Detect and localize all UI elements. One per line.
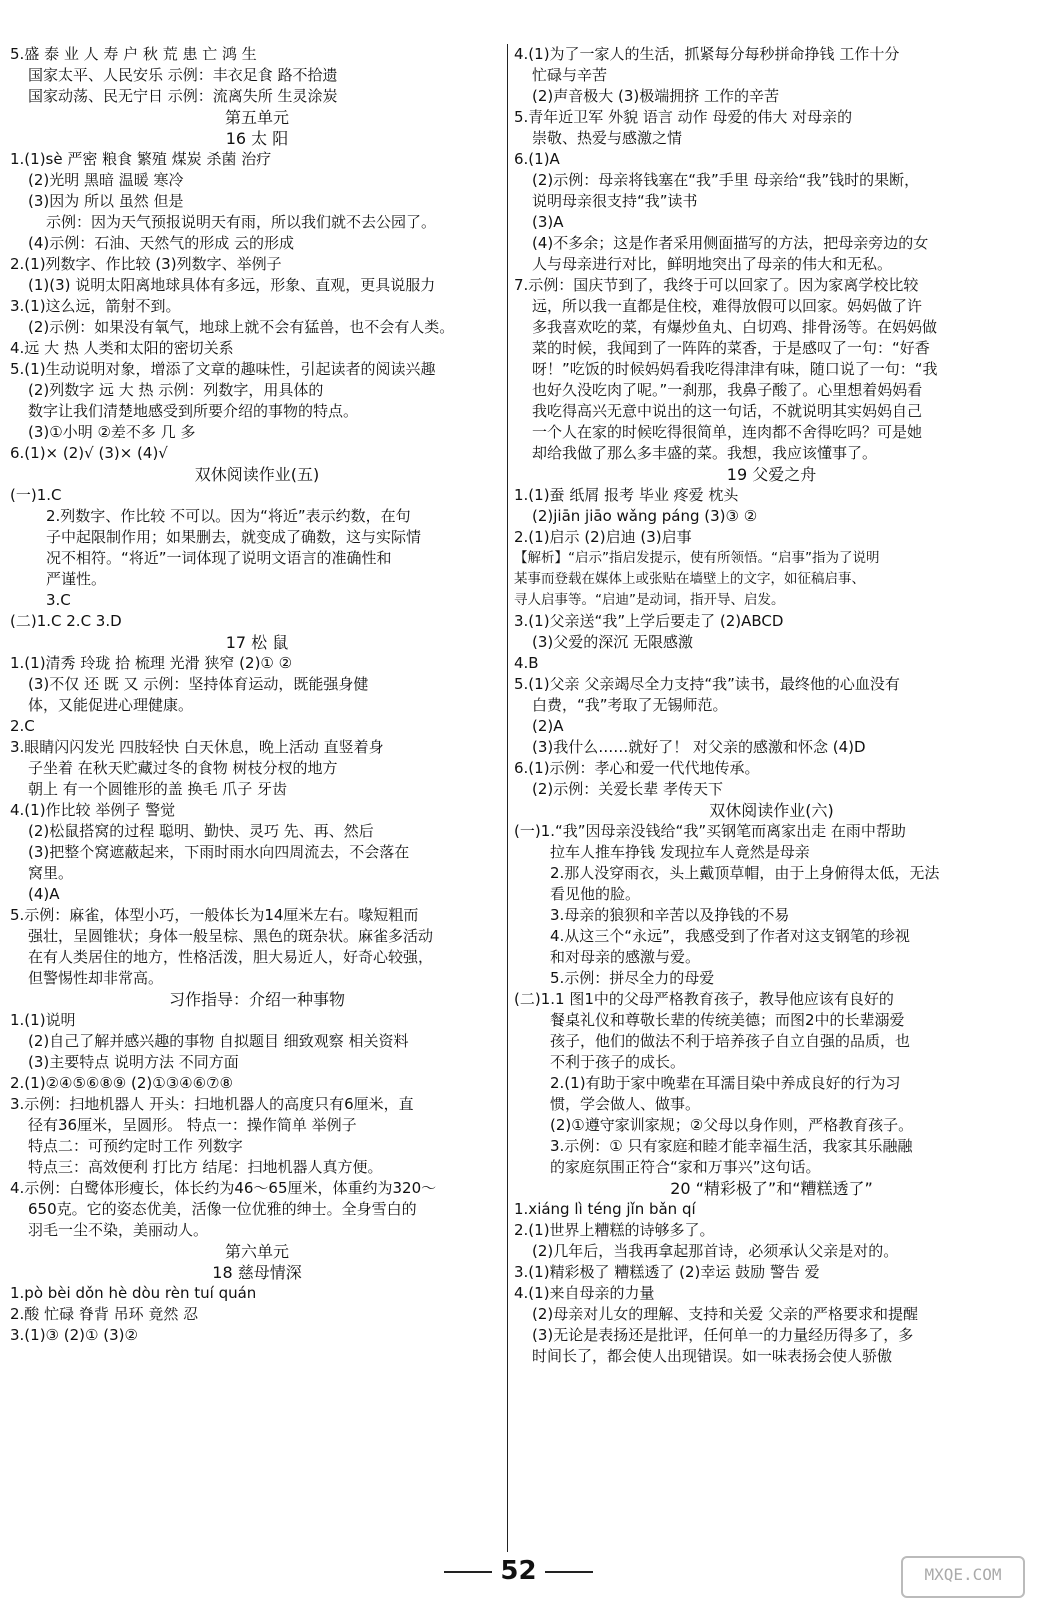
right-line: 4.(1)为了一家人的生活，抓紧每分每秒拼命挣钱 工作十分 [514, 45, 900, 63]
column-divider [507, 44, 508, 1552]
right-line: 19 父爱之舟 [726, 465, 817, 484]
left-line: (3)①小明 ②差不多 几 多 [28, 423, 196, 441]
right-line: (2)几年后，当我再拿起那首诗，必须承认父亲是对的。 [532, 1242, 899, 1260]
left-line: 羽毛一尘不染，美丽动人。 [28, 1221, 209, 1239]
right-line: 6.(1)示例：孝心和爱一代代地传承。 [514, 759, 760, 777]
right-line: (2)A [532, 717, 564, 735]
right-line: (二)1.1 图1中的父母严格教育孩子，教导他应该有良好的 [514, 990, 894, 1008]
left-line: 2.C [10, 717, 35, 735]
right-line: 远，所以我一直都是住校，难得放假可以回家。妈妈做了许 [532, 297, 923, 315]
right-line: 说明母亲很支持“我”读书 [532, 192, 698, 210]
right-line: 5.青年近卫军 外貌 语言 动作 母爱的伟大 对母亲的 [514, 108, 853, 126]
right-line: 时间长了，都会使人出现错误。如一味表扬会使人骄傲 [532, 1347, 893, 1365]
right-line: 崇敬、热爱与感激之情 [532, 129, 683, 147]
left-line: 示例：因为天气预报说明天有雨，所以我们就不去公园了。 [46, 213, 437, 231]
left-line: 朝上 有一个圆锥形的盖 换毛 爪子 牙齿 [28, 780, 288, 798]
page-number-text: 52 [500, 1556, 537, 1586]
left-line: 1.(1)说明 [10, 1011, 76, 1029]
left-line: 5.(1)生动说明对象，增添了文章的趣味性，引起读者的阅读兴趣 [10, 360, 436, 378]
right-line: 也好久没吃肉了呢。”一刹那，我鼻子酸了。心里想着妈妈看 [532, 381, 923, 399]
right-line: 惯，学会做人、做事。 [550, 1095, 701, 1113]
right-line: 和对母亲的感激与爱。 [550, 948, 701, 966]
left-line: 3.示例：扫地机器人 开头：扫地机器人的高度只有6厘米，直 [10, 1095, 414, 1113]
left-line: 第六单元 [224, 1242, 289, 1261]
left-line: 2.(1)列数字、作比较 (3)列数字、举例子 [10, 255, 282, 273]
right-line: 看见他的脸。 [550, 885, 641, 903]
left-line: 16 太 阳 [225, 129, 289, 148]
right-line: (3)父爱的深沉 无限感激 [532, 633, 694, 651]
right-line: 6.(1)A [514, 150, 560, 168]
left-line: 窝里。 [28, 864, 74, 882]
right-line: (4)不多余；这是作者采用侧面描写的方法，把母亲旁边的女 [532, 234, 929, 252]
left-line: (3)不仅 还 既 又 示例：坚持体育运动，既能强身健 [28, 675, 369, 693]
left-column [10, 44, 504, 1346]
left-line: 在有人类居住的地方，性格活泼，胆大易近人，好奇心较强， [28, 948, 434, 966]
right-line: 2.(1)世界上糟糕的诗够多了。 [514, 1221, 715, 1239]
right-line: (2)①遵守家训家规；②父母以身作则，严格教育孩子。 [550, 1116, 914, 1134]
left-line: (二)1.C 2.C 3.D [10, 612, 122, 630]
right-line: 3.(1)精彩极了 糟糕透了 (2)幸运 鼓励 警告 爱 [514, 1263, 820, 1281]
right-line: 不利于孩子的成长。 [550, 1053, 686, 1071]
right-line: 1.(1)蚕 纸屑 报考 毕业 疼爱 枕头 [514, 486, 739, 504]
right-line: 人与母亲进行对比，鲜明地突出了母亲的伟大和无私。 [532, 255, 893, 273]
left-line: 3.C [46, 591, 71, 609]
right-line: 7.示例：国庆节到了，我终于可以回家了。因为家离学校比较 [514, 276, 919, 294]
left-line: 严谨性。 [46, 570, 107, 588]
left-line: 1.(1)清秀 玲珑 拾 梳理 光滑 狭窄 (2)① ② [10, 654, 293, 672]
left-line: (4)A [28, 885, 60, 903]
right-line: 拉车人推车挣钱 发现拉车人竟然是母亲 [550, 843, 810, 861]
left-line: (2)光明 黑暗 温暖 寒冷 [28, 171, 184, 189]
right-line: 寻人启事等。“启迪”是动词，指开导、启发。 [514, 592, 785, 608]
left-line: 650克。它的姿态优美，活像一位优雅的绅士。全身雪白的 [28, 1200, 417, 1218]
right-line: 5.示例：拼尽全力的母爱 [550, 969, 715, 987]
right-line: (3)我什么……就好了！ 对父亲的感激和怀念 (4)D [532, 738, 866, 756]
right-line: 3.(1)父亲送“我”上学后要走了 (2)ABCD [514, 612, 784, 630]
left-line: 5.盛 泰 业 人 寿 户 秋 荒 患 亡 鸿 生 [10, 45, 257, 63]
left-line: 4.(1)作比较 举例子 警觉 [10, 801, 176, 819]
left-line: 况不相符。“将近”一词体现了说明文语言的准确性和 [46, 549, 392, 567]
left-line: 4.示例：白鹭体形瘦长，体长约为46～65厘米，体重约为320～ [10, 1179, 437, 1197]
right-line: 2.(1)启示 (2)启迪 (3)启事 [514, 528, 692, 546]
left-line: (2)自己了解并感兴趣的事物 自拟题目 细致观察 相关资料 [28, 1032, 409, 1050]
left-line: 但警惕性却非常高。 [28, 969, 164, 987]
right-line: 呀！”吃饭的时候妈妈看我吃得津津有味，随口说了一句：“我 [532, 360, 938, 378]
left-line: 17 松 鼠 [225, 633, 289, 652]
right-line: 5.(1)父亲 父亲竭尽全力支持“我”读书，最终他的心血没有 [514, 675, 900, 693]
right-line: 3.母亲的狼狈和辛苦以及挣钱的不易 [550, 906, 790, 924]
left-line: 子中起限制作用；如果删去，就变成了确数，这与实际情 [46, 528, 422, 546]
left-line: (2)示例：如果没有氧气，地球上就不会有猛兽，也不会有人类。 [28, 318, 455, 336]
left-line: 3.(1)③ (2)① (3)② [10, 1326, 138, 1344]
right-line: 的家庭氛围正符合“家和万事兴”这句话。 [550, 1158, 821, 1176]
left-line: 径有36厘米，呈圆形。 特点一：操作简单 举例子 [28, 1116, 357, 1134]
left-line: 1.pò bèi dǒn hè dòu rèn tuí quán [10, 1284, 257, 1302]
right-line: 孩子，他们的做法不利于培养孩子自立自强的品质，也 [550, 1032, 911, 1050]
left-line: 特点三：高效便利 打比方 结尾：扫地机器人真方便。 [28, 1158, 383, 1176]
right-line: (2)示例：母亲将钱塞在“我”手里 母亲给“我”钱时的果断， [532, 171, 920, 189]
left-line: 18 慈母情深 [212, 1263, 302, 1282]
left-line: 第五单元 [224, 108, 289, 127]
left-line: 2.酸 忙碌 脊背 吊环 竟然 忍 [10, 1305, 199, 1323]
right-line: 3.示例：① 只有家庭和睦才能幸福生活，我家其乐融融 [550, 1137, 913, 1155]
right-line: (2)示例：关爱长辈 孝传天下 [532, 780, 724, 798]
right-line: 一个人在家的时候吃得很简单，连肉都不舍得吃吗？可是她 [532, 423, 923, 441]
left-line: (2)松鼠搭窝的过程 聪明、勤快、灵巧 先、再、然后 [28, 822, 374, 840]
page-number-dash-left [444, 1571, 492, 1573]
right-line: (3)无论是表扬还是批评，任何单一的力量经历得多了，多 [532, 1326, 914, 1344]
right-line: (2)jiān jiāo wǎng páng (3)③ ② [532, 507, 758, 525]
left-line: 5.示例：麻雀，体型小巧，一般体长为14厘米左右。喙短粗而 [10, 906, 419, 924]
left-line: 2.(1)②④⑤⑥⑧⑨ (2)①③④⑥⑦⑧ [10, 1074, 233, 1092]
right-line: (2)母亲对儿女的理解、支持和关爱 父亲的严格要求和提醒 [532, 1305, 919, 1323]
right-line: 4.(1)来自母亲的力量 [514, 1284, 655, 1302]
right-line: 菜的时候，我闻到了一阵阵的菜香，于是感叹了一句：“好香 [532, 339, 930, 357]
left-line: (3)把整个窝遮蔽起来，下雨时雨水向四周流去，不会落在 [28, 843, 410, 861]
right-line: 20 “精彩极了”和“糟糕透了” [670, 1179, 873, 1198]
left-line: 子坐着 在秋天贮藏过冬的食物 树枝分杈的地方 [28, 759, 338, 777]
left-line: (3)因为 所以 虽然 但是 [28, 192, 184, 210]
left-line: (4)示例：石油、天然气的形成 云的形成 [28, 234, 295, 252]
right-line: 2.那人没穿雨衣，头上戴顶草帽，由于上身俯得太低，无法 [550, 864, 940, 882]
left-line: 2.列数字、作比较 不可以。因为“将近”表示约数，在句 [46, 507, 411, 525]
right-line: 双休阅读作业(六) [709, 801, 834, 820]
left-line: 3.眼睛闪闪发光 四肢轻快 白天休息，晚上活动 直竖着身 [10, 738, 384, 756]
right-line: 多我喜欢吃的菜，有爆炒鱼丸、白切鸡、排骨汤等。在妈妈做 [532, 318, 938, 336]
page-number-dash-right [545, 1571, 593, 1573]
left-line: 体，又能促进心理健康。 [28, 696, 194, 714]
right-line: 某事而登载在媒体上或张贴在墙壁上的文字，如征稿启事、 [514, 571, 865, 587]
left-line: (2)列数字 远 大 热 示例：列数字，用具体的 [28, 381, 324, 399]
left-line: 6.(1)× (2)√ (3)× (4)√ [10, 444, 168, 462]
right-line: 白费，“我”考取了无锡师范。 [532, 696, 728, 714]
left-line: 国家太平、人民安乐 示例：丰衣足食 路不拾遗 [28, 66, 338, 84]
left-line: (1)(3) 说明太阳离地球具体有多远，形象、直观，更具说服力 [28, 276, 436, 294]
left-line: 双休阅读作业(五) [194, 465, 320, 484]
right-line: 我吃得高兴无意中说出的这一句话，不就说明其实妈妈自己 [532, 402, 923, 420]
right-column [514, 44, 1029, 1367]
left-line: (3)主要特点 说明方法 不同方面 [28, 1053, 239, 1071]
page-number [0, 1556, 1037, 1586]
left-line: 特点二：可预约定时工作 列数字 [28, 1137, 243, 1155]
right-line: (3)A [532, 213, 564, 231]
right-line: 忙碌与辛苦 [532, 66, 608, 84]
left-line: (一)1.C [10, 486, 62, 504]
right-line: 4.B [514, 654, 539, 672]
right-line: 【解析】“启示”指启发提示，使有所领悟。“启事”指为了说明 [514, 550, 880, 566]
left-line: 国家动荡、民无宁日 示例：流离失所 生灵涂炭 [28, 87, 338, 105]
right-line: (一)1.“我”因母亲没钱给“我”买钢笔而离家出走 在雨中帮助 [514, 822, 906, 840]
right-line: 4.从这三个“永远”，我感受到了作者对这支钢笔的珍视 [550, 927, 910, 945]
left-line: 3.(1)这么远，箭射不到。 [10, 297, 181, 315]
left-line: 4.远 大 热 人类和太阳的密切关系 [10, 339, 234, 357]
left-line: 强壮，呈圆锥状；身体一般呈棕、黑色的斑杂状。麻雀多活动 [28, 927, 434, 945]
right-line: 却给我做了那么多丰盛的菜。我想，我应该懂事了。 [532, 444, 878, 462]
left-line: 数字让我们清楚地感受到所要介绍的事物的特点。 [28, 402, 359, 420]
left-line: 1.(1)sè 严密 粮食 繁殖 煤炭 杀菌 治疗 [10, 150, 272, 168]
right-line: 2.(1)有助于家中晚辈在耳濡目染中养成良好的行为习 [550, 1074, 901, 1092]
left-line: 习作指导：介绍一种事物 [168, 990, 345, 1009]
right-line: 餐桌礼仪和尊敬长辈的传统美德；而图2中的长辈溺爱 [550, 1011, 905, 1029]
right-line: 1.xiáng lì téng jǐn bǎn qí [514, 1200, 696, 1218]
watermark-logo: MXQE.COM [901, 1556, 1025, 1598]
right-line: (2)声音极大 (3)极端拥挤 工作的辛苦 [532, 87, 780, 105]
